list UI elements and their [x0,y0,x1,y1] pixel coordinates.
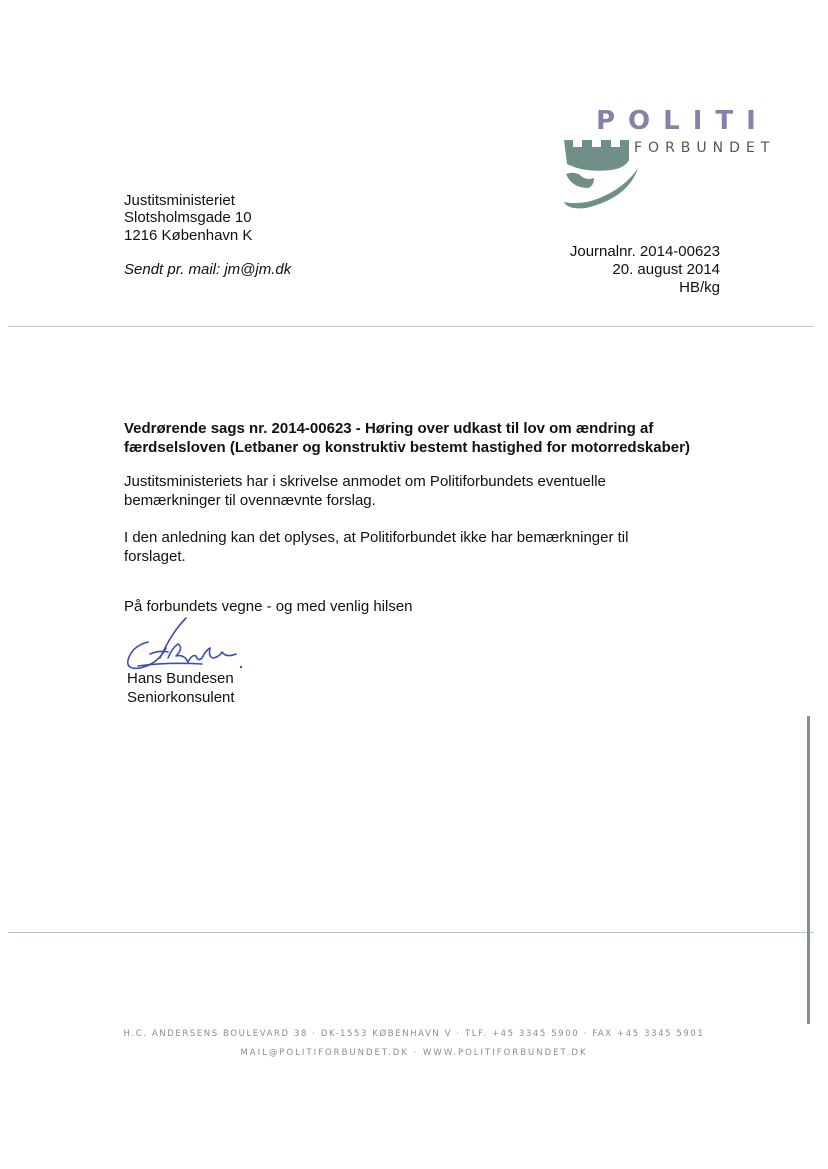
footer-address: H.C. ANDERSENS BOULEVARD 38 · DK-1553 KØBENHAVN V · TLF. +45 3345 5900 · FAX +45 3345 5901 [123,1029,705,1039]
paragraph-2-line-2: forslaget. [124,548,186,565]
paragraph-1-line-2: bemærkninger til ovennævnte forslag. [124,492,376,509]
recipient-name: Justitsministeriet [124,192,235,209]
footer-divider [8,932,814,933]
sent-by-mail-note: Sendt pr. mail: jm@jm.dk [124,261,292,278]
logo-wordmark: POLITI [596,106,769,136]
closing-salutation: På forbundets vegne - og med venlig hilsen [124,598,413,615]
signatory-title: Seniorkonsulent [127,689,235,706]
logo-subtitle: FORBUNDET [634,140,776,156]
footer-contact: MAIL@POLITIFORBUNDET.DK · WWW.POLITIFORBUNDET.DK [240,1048,588,1058]
subject-line-1: Vedrørende sags nr. 2014-00623 - Høring over udkast til lov om ændring af [124,420,654,437]
subject-line-2: færdselsloven (Letbaner og konstruktiv bestemt hastighed for motorredskaber) [124,439,690,456]
paragraph-1-line-1: Justitsministeriets har i skrivelse anmodet om Politiforbundets eventuelle [124,473,606,490]
paragraph-2-line-1: I den anledning kan det oplyses, at Politiforbundet ikke har bemærkninger til [124,529,629,546]
signatory-name: Hans Bundesen [127,670,234,687]
initials: HB/kg [679,279,720,296]
scan-edge-mark [807,716,810,1024]
journal-number: Journalnr. 2014-00623 [569,243,720,260]
header-divider [8,326,814,327]
letter-date: 20. august 2014 [612,261,720,278]
recipient-street: Slotsholmsgade 10 [124,209,252,226]
logo-emblem-icon [558,138,648,212]
recipient-city: 1216 København K [124,227,253,244]
